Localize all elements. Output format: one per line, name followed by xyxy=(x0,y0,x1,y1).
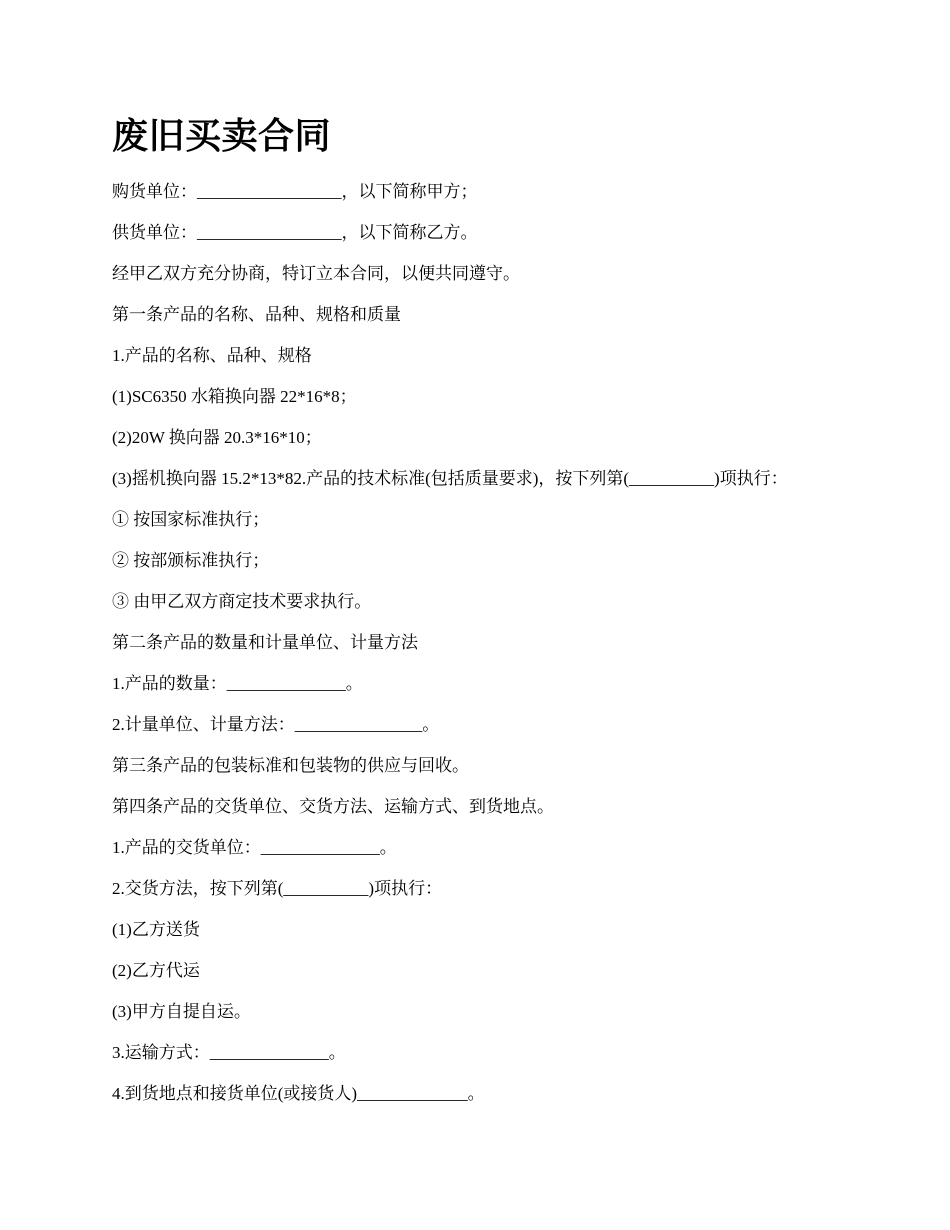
delivery-unit-line: 1.产品的交货单位：______________。 xyxy=(112,838,397,857)
article-1-heading: 第一条产品的名称、品种、规格和质量 xyxy=(112,305,401,324)
delivery-method-line: 2.交货方法，按下列第(__________)项执行： xyxy=(112,879,443,898)
destination-line: 4.到货地点和接货单位(或接货人)_____________。 xyxy=(112,1084,485,1103)
quantity-line: 1.产品的数量：______________。 xyxy=(112,674,363,693)
article-2-heading: 第二条产品的数量和计量单位、计量方法 xyxy=(112,633,418,652)
delivery-option-2: (2)乙方代运 xyxy=(112,961,200,980)
transport-method-line: 3.运输方式：______________。 xyxy=(112,1043,346,1062)
document-title: 废旧买卖合同 xyxy=(112,116,332,156)
product-line-3: (3)摇机换向器 15.2*13*82.产品的技术标准(包括质量要求)，按下列第(__________)项执行： xyxy=(112,469,788,488)
product-line-2: (2)20W 换向器 20.3*16*10； xyxy=(112,428,322,447)
standard-option-1: ① 按国家标准执行； xyxy=(112,510,270,529)
standard-option-3: ③ 由甲乙双方商定技术要求执行。 xyxy=(112,592,372,611)
seller-line: 供货单位：_________________，以下简称乙方。 xyxy=(112,223,478,242)
agreement-intro: 经甲乙双方充分协商，特订立本合同，以便共同遵守。 xyxy=(112,264,520,283)
article-4-heading: 第四条产品的交货单位、交货方法、运输方式、到货地点。 xyxy=(112,797,554,816)
delivery-option-1: (1)乙方送货 xyxy=(112,920,200,939)
buyer-line: 购货单位：_________________，以下简称甲方； xyxy=(112,182,478,201)
product-line-1: (1)SC6350 水箱换向器 22*16*8； xyxy=(112,387,357,406)
standard-option-2: ② 按部颁标准执行； xyxy=(112,551,270,570)
article-3-heading: 第三条产品的包装标准和包装物的供应与回收。 xyxy=(112,756,469,775)
article-1-item-1: 1.产品的名称、品种、规格 xyxy=(112,346,312,365)
document-body xyxy=(112,177,872,1120)
measurement-line: 2.计量单位、计量方法：_______________。 xyxy=(112,715,440,734)
delivery-option-3: (3)甲方自提自运。 xyxy=(112,1002,251,1021)
